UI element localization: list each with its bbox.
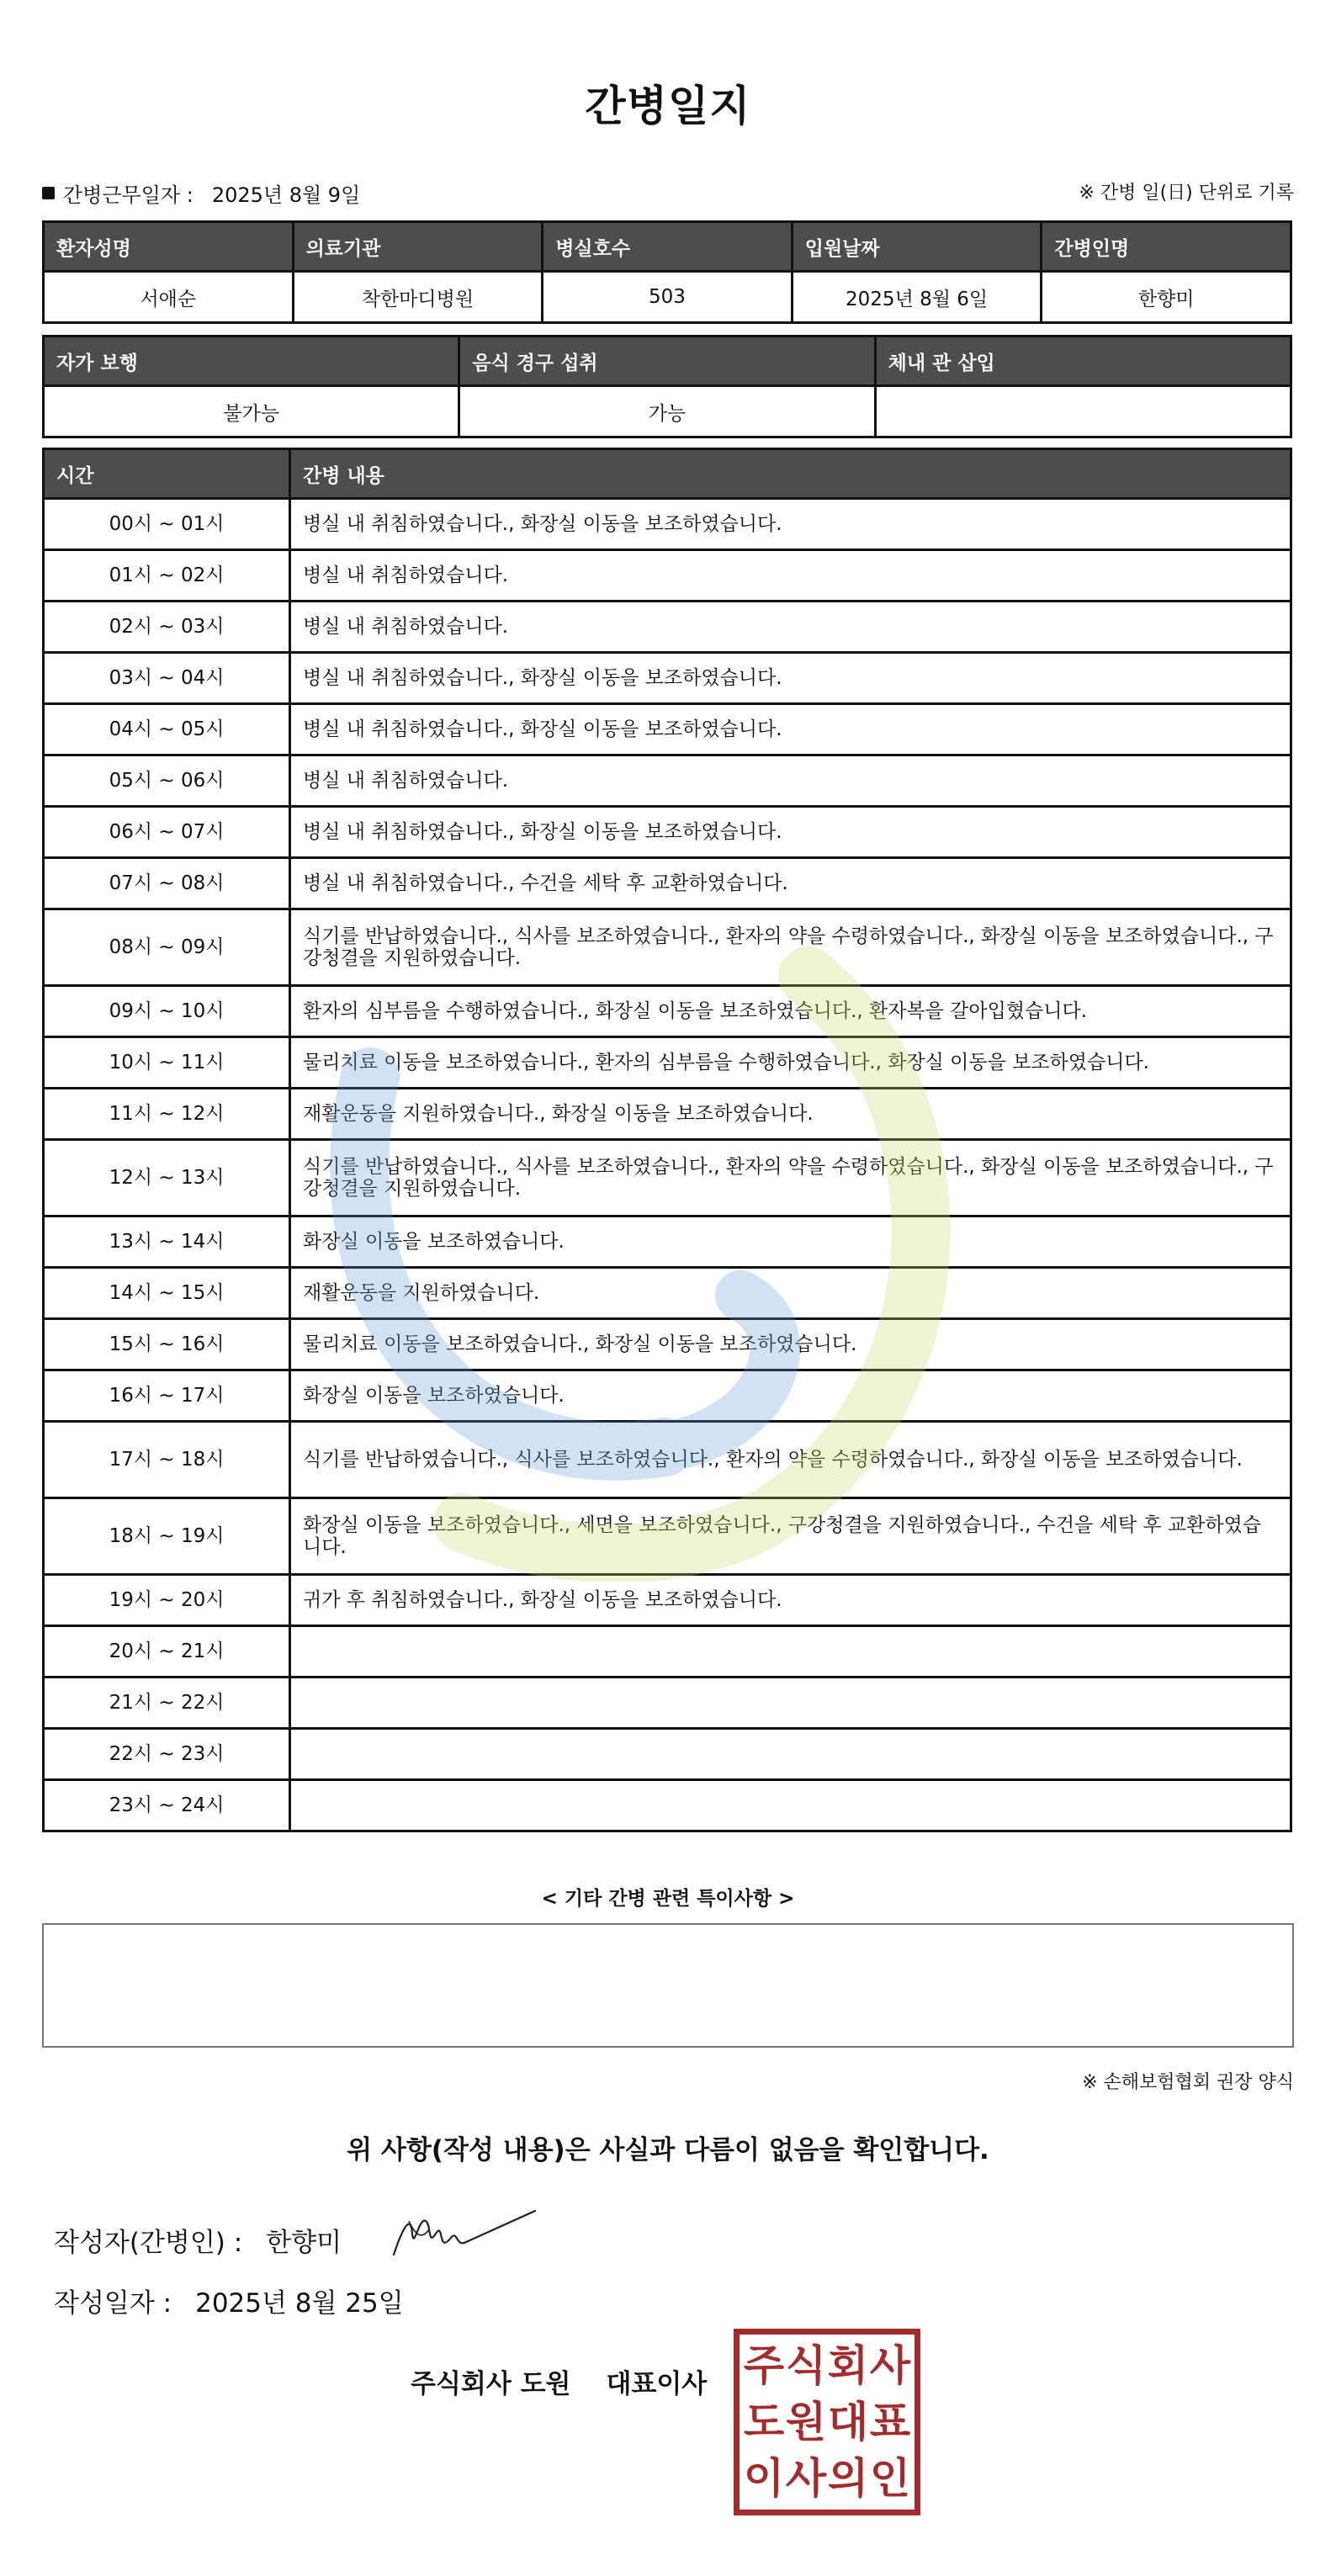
log-content-cell: 재활운동을 지원하였습니다. [290,1268,1291,1319]
admission-date: 2025년 8월 6일 [792,272,1042,323]
seal-glyph: 회 [827,2341,869,2391]
log-content-cell: 물리치료 이동을 보조하였습니다., 화장실 이동을 보조하였습니다. [290,1319,1291,1370]
seal-glyph: 대 [827,2397,869,2446]
write-date-label: 작성일자 : [54,2288,172,2319]
patient-info-table [42,220,1292,324]
form-note: ※ 손해보험협회 권장 양식 [1082,2072,1294,2093]
log-time-cell: 07시 ~ 08시 [44,858,290,909]
table-row [44,1422,1291,1498]
table-row [44,550,1291,602]
log-time-cell: 06시 ~ 07시 [44,807,290,858]
log-time-cell: 11시 ~ 12시 [44,1089,290,1140]
writer-line [54,2221,342,2259]
table-row [44,986,1291,1037]
log-content-cell: 병실 내 취침하였습니다., 화장실 이동을 보조하였습니다. [290,704,1291,755]
log-content-cell: 화장실 이동을 보조하였습니다. [290,1370,1291,1422]
log-time-cell: 15시 ~ 16시 [44,1319,290,1370]
header-room-number: 병실호수 [543,222,793,272]
write-date-line [54,2282,404,2319]
log-content-cell: 화장실 이동을 보조하였습니다., 세면을 보조하였습니다., 구강청결을 지원하였습니다., 수건을 세탁 후 교환하였습니다. [290,1498,1291,1575]
header-care-content: 간병 내용 [290,449,1291,499]
table-row [44,1319,1291,1370]
table-row [44,909,1291,986]
log-time-cell: 08시 ~ 09시 [44,909,290,986]
header-self-walking: 자가 보행 [44,337,459,386]
log-time-cell: 17시 ~ 18시 [44,1422,290,1498]
log-time-cell: 02시 ~ 03시 [44,602,290,653]
log-content-cell: 환자의 심부름을 수행하였습니다., 화장실 이동을 보조하였습니다., 환자복을 갈아입혔습니다. [290,986,1291,1037]
log-time-cell: 16시 ~ 17시 [44,1370,290,1422]
patient-name: 서애순 [44,272,294,323]
log-content-cell [290,1729,1291,1780]
log-time-cell: 22시 ~ 23시 [44,1729,290,1780]
header-time: 시간 [44,449,290,499]
log-time-cell: 00시 ~ 01시 [44,499,290,550]
table-row [44,602,1291,653]
log-content-cell: 식기를 반납하였습니다., 식사를 보조하였습니다., 환자의 약을 수령하였습니다., 화장실 이동을 보조하였습니다. [290,1422,1291,1498]
table-header-row [44,449,1291,499]
notes-box [42,1923,1294,2048]
log-time-cell: 18시 ~ 19시 [44,1498,290,1575]
seal-glyph: 식 [785,2341,827,2391]
table-header-row [44,337,1291,386]
table-row [44,1780,1291,1831]
table-row [44,1678,1291,1729]
seal-glyph: 인 [869,2453,911,2503]
header-tube-insertion: 체내 관 삽입 [875,337,1291,386]
table-row [44,1140,1291,1216]
header-patient-name: 환자성명 [44,222,294,272]
work-date-label: 간병근무일자 : [63,183,194,207]
log-content-cell: 병실 내 취침하였습니다., 수건을 세탁 후 교환하였습니다. [290,858,1291,909]
table-row [44,653,1291,704]
table-row [44,807,1291,858]
patient-status-table [42,335,1292,438]
table-row [44,1498,1291,1575]
header-caregiver-name: 간병인명 [1042,222,1291,272]
log-content-cell [290,1678,1291,1729]
table-header-row [44,222,1291,272]
log-time-cell: 04시 ~ 05시 [44,704,290,755]
seal-glyph: 의 [827,2453,869,2503]
table-row [44,1729,1291,1780]
work-date-value: 2025년 8월 9일 [211,183,361,207]
log-content-cell: 물리치료 이동을 보조하였습니다., 환자의 심부름을 수행하였습니다., 화장실 이동을 보조하였습니다. [290,1037,1291,1089]
confirmation-statement: 위 사항(작성 내용)은 사실과 다름이 없음을 확인합니다. [347,2135,989,2165]
writer-name: 한향미 [266,2228,342,2258]
header-institution: 의료기관 [293,222,543,272]
log-time-cell: 03시 ~ 04시 [44,653,290,704]
seal-glyph: 사 [785,2453,827,2503]
log-time-cell: 09시 ~ 10시 [44,986,290,1037]
log-content-cell: 병실 내 취침하였습니다., 화장실 이동을 보조하였습니다. [290,807,1291,858]
care-log-body [44,499,1291,1831]
log-content-cell [290,1780,1291,1831]
table-row [44,1626,1291,1678]
table-row [44,386,1291,437]
seal-row [743,2338,911,2394]
log-time-cell: 21시 ~ 22시 [44,1678,290,1729]
log-time-cell: 23시 ~ 24시 [44,1780,290,1831]
seal-row [743,2394,911,2451]
log-content-cell [290,1626,1291,1678]
write-date-value: 2025년 8월 25일 [195,2288,404,2319]
log-content-cell: 귀가 후 취침하였습니다., 화장실 이동을 보조하였습니다. [290,1575,1291,1626]
care-log-table [42,448,1292,1832]
representative-title: 대표이사 [606,2369,708,2399]
record-note: ※ 간병 일(日) 단위로 기록 [1079,183,1294,204]
caregiver-name: 한향미 [1042,272,1291,323]
log-time-cell: 05시 ~ 06시 [44,755,290,807]
header-oral-intake: 음식 경구 섭취 [459,337,875,386]
log-time-cell: 20시 ~ 21시 [44,1626,290,1678]
seal-row [743,2450,911,2506]
company-seal-stamp [734,2329,920,2515]
log-content-cell: 식기를 반납하였습니다., 식사를 보조하였습니다., 환자의 약을 수령하였습니다., 화장실 이동을 보조하였습니다., 구강청결을 지원하였습니다. [290,1140,1291,1216]
signature-icon [385,2196,537,2265]
log-content-cell: 병실 내 취침하였습니다. [290,755,1291,807]
institution: 착한마디병원 [293,272,543,323]
square-bullet-icon [42,187,55,199]
seal-glyph: 이 [743,2453,785,2503]
table-row [44,499,1291,550]
log-content-cell: 병실 내 취침하였습니다., 화장실 이동을 보조하였습니다. [290,653,1291,704]
table-row [44,755,1291,807]
log-content-cell: 병실 내 취침하였습니다. [290,550,1291,602]
work-date-line [42,178,360,208]
table-row [44,1037,1291,1089]
table-row [44,1216,1291,1268]
log-content-cell: 재활운동을 지원하였습니다., 화장실 이동을 보조하였습니다. [290,1089,1291,1140]
writer-label: 작성자(간병인) : [54,2228,243,2258]
seal-glyph: 원 [785,2397,827,2446]
log-time-cell: 13시 ~ 14시 [44,1216,290,1268]
log-time-cell: 10시 ~ 11시 [44,1037,290,1089]
table-row [44,272,1291,323]
log-content-cell: 병실 내 취침하였습니다. [290,602,1291,653]
header-admission-date: 입원날짜 [792,222,1042,272]
seal-glyph: 도 [743,2397,785,2446]
log-content-cell: 병실 내 취침하였습니다., 화장실 이동을 보조하였습니다. [290,499,1291,550]
oral-intake-value: 가능 [459,386,875,437]
table-row [44,1089,1291,1140]
table-row [44,1575,1291,1626]
self-walking-value: 불가능 [44,386,459,437]
notes-title: < 기타 간병 관련 특이사항 > [541,1888,795,1910]
seal-glyph: 사 [869,2341,911,2391]
seal-glyph: 표 [869,2397,911,2446]
document-title: 간병일지 [585,82,751,130]
log-time-cell: 12시 ~ 13시 [44,1140,290,1216]
company-line [411,2362,707,2400]
tube-insertion-value [875,386,1291,437]
table-row [44,1268,1291,1319]
seal-glyph: 주 [743,2341,785,2391]
log-content-cell: 식기를 반납하였습니다., 식사를 보조하였습니다., 환자의 약을 수령하였습니다., 화장실 이동을 보조하였습니다., 구강청결을 지원하였습니다. [290,909,1291,986]
table-row [44,704,1291,755]
log-time-cell: 01시 ~ 02시 [44,550,290,602]
table-row [44,1370,1291,1422]
room-number: 503 [543,272,793,323]
log-content-cell: 화장실 이동을 보조하였습니다. [290,1216,1291,1268]
log-time-cell: 19시 ~ 20시 [44,1575,290,1626]
company-name: 주식회사 도원 [411,2369,571,2399]
log-time-cell: 14시 ~ 15시 [44,1268,290,1319]
table-row [44,858,1291,909]
